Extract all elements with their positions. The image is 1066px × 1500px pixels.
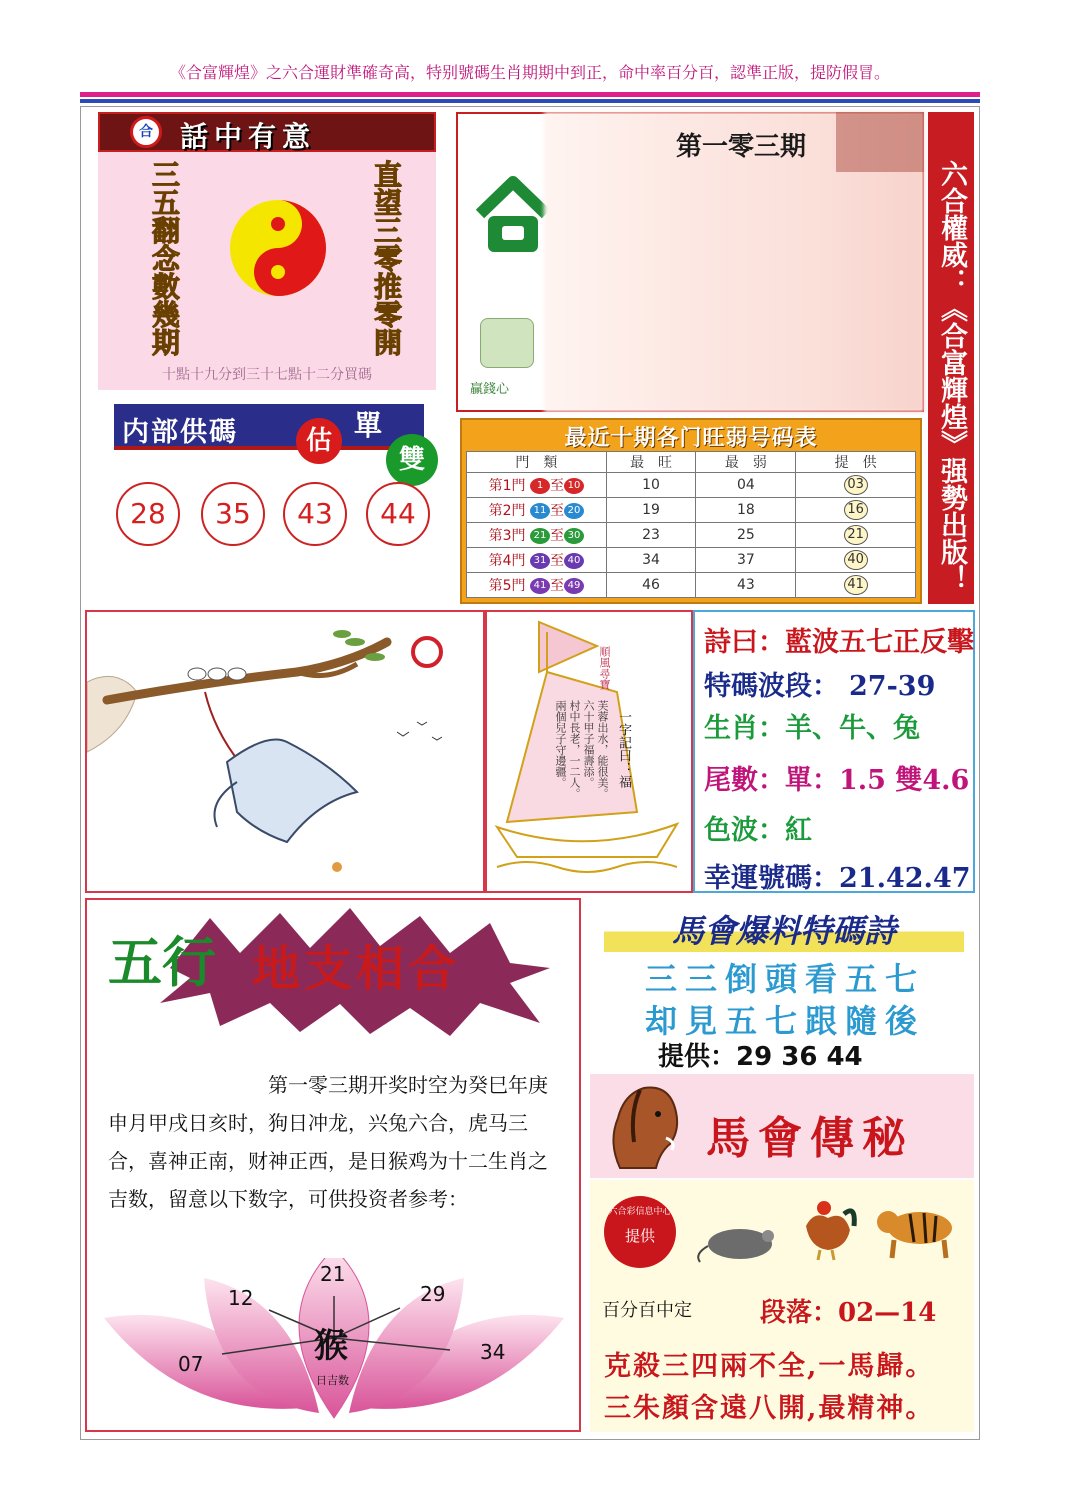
ad-caption: 贏錢心 — [470, 382, 510, 397]
info-center-seal — [604, 1196, 676, 1268]
lotus-center-caption: 日吉数 — [316, 1374, 349, 1387]
boat-poem-col2: 芙蓉出水，能很美。 — [596, 700, 609, 799]
rat-icon — [694, 1214, 784, 1264]
secret-poem-line2: 三朱顏含遠八開,最精神。 — [604, 1393, 935, 1424]
table-row — [467, 548, 916, 573]
issue-number: 第一零三期 — [676, 132, 807, 162]
horse-club-poem-line2: 却見五七跟隨後 — [644, 1002, 925, 1040]
horse-head-icon — [600, 1082, 682, 1170]
boat-poem-col3: 六十甲子福壽添。 — [582, 700, 595, 788]
boat-poem-col5: 兩個兒子守邊疆。 — [554, 700, 567, 788]
hzyy-right-riddle: 直望三零推零開 — [370, 160, 403, 356]
hot-cold-table-title: 最近十期各门旺弱号码表 — [564, 426, 818, 451]
provide-cell: 16 — [796, 498, 916, 523]
wuxing-title-part1: 五行 — [108, 930, 216, 994]
gate-cell: 第1門 1 至 10 — [467, 473, 607, 498]
hot-cell: 23 — [606, 523, 696, 548]
vertical-banner-text: 六合權威：《合富輝煌》强勢出版！ — [936, 160, 967, 592]
boat-poem-col1: 一字記曰：福 — [616, 710, 631, 788]
yin-yang-icon — [228, 198, 328, 298]
gate-cell: 第2門 11 至 20 — [467, 498, 607, 523]
column-header: 最 旺 — [606, 452, 696, 473]
inner-code-number: 28 — [116, 482, 180, 546]
bird-on-branch-illustration — [87, 612, 483, 891]
provide-cell: 40 — [796, 548, 916, 573]
inner-code-title: 内部供碼 — [122, 417, 238, 448]
hot-cell: 46 — [606, 573, 696, 598]
guess-badge: 估 — [296, 418, 342, 464]
tip-tail-number: 尾數：單：1.5 雙4.6 — [704, 765, 970, 796]
lotus-number-top: 21 — [320, 1262, 346, 1286]
tiger-icon — [874, 1198, 966, 1260]
cold-cell: 37 — [696, 548, 796, 573]
tip-color-wave: 色波：紅 — [704, 815, 812, 846]
hzyy-footer-text: 十點十九分到三十七點十二分買碼 — [162, 367, 372, 383]
hot-cell: 34 — [606, 548, 696, 573]
inner-code-number: 35 — [201, 482, 265, 546]
table-row — [467, 473, 916, 498]
inner-code-number: 43 — [283, 482, 347, 546]
odd-label: 單 — [354, 409, 383, 442]
cold-cell: 25 — [696, 523, 796, 548]
segment-range: 段落：02—14 — [760, 1298, 937, 1328]
hot-cold-table — [466, 451, 916, 598]
hzyy-left-riddle: 三五翻念數幾期 — [148, 160, 181, 356]
horse-secret-title: 馬會傳秘 — [706, 1113, 914, 1164]
lotus-number-right-lower: 34 — [480, 1340, 506, 1364]
horse-club-provided-numbers: 提供：29 36 44 — [658, 1042, 863, 1072]
inner-code-number: 44 — [366, 482, 430, 546]
cold-cell: 43 — [696, 573, 796, 598]
horse-image — [836, 112, 924, 172]
seal-top-text: 六合彩信息中心 — [608, 1207, 672, 1217]
column-header: 門 類 — [467, 452, 607, 473]
gate-cell: 第5門 41 至 49 — [467, 573, 607, 598]
column-header: 最 弱 — [696, 452, 796, 473]
hot-cell: 19 — [606, 498, 696, 523]
gate-cell: 第3門 21 至 30 — [467, 523, 607, 548]
lotus-number-left-upper: 12 — [228, 1286, 254, 1310]
horse-club-title: 馬會爆料特碼詩 — [604, 906, 964, 952]
wuxing-description: 第一零三期开奖时空为癸巳年庚申月甲戌日亥时，狗日冲龙，兴兔六合，虎马三合，喜神正南，财神正西，是日猴鸡为十二生肖之吉数，留意以下数字，可供投资者参考： — [108, 1073, 548, 1211]
cold-cell: 04 — [696, 473, 796, 498]
table-row — [467, 523, 916, 548]
lotus-center-zodiac: 猴 — [314, 1326, 348, 1366]
lotus-number-left-lower: 07 — [178, 1352, 204, 1376]
table-row — [467, 498, 916, 523]
table-body — [467, 473, 916, 598]
provide-cell: 03 — [796, 473, 916, 498]
even-badge: 雙 — [386, 434, 438, 486]
guarantee-text: 百分百中定 — [602, 1300, 692, 1321]
tip-lucky-number: 幸運號碼：21.42.47 — [704, 863, 971, 894]
tip-zodiac: 生肖：羊、牛、兔 — [704, 713, 920, 744]
horse-club-poem-line1: 三三倒頭看五七 — [644, 960, 925, 998]
hzyy-logo-icon: 合 — [130, 116, 162, 148]
tip-wave-range: 特碼波段： 27-39 — [704, 671, 936, 702]
boat-poem-col4: 村中長老，一二人。 — [568, 700, 581, 799]
boat-flag-text: 順風尋寶 — [598, 646, 611, 690]
wuxing-title-part2: 地支相合 — [252, 941, 461, 997]
hot-cell: 10 — [606, 473, 696, 498]
gate-cell: 第4門 31 至 40 — [467, 548, 607, 573]
rooster-icon — [794, 1196, 858, 1262]
divider-blue — [80, 99, 980, 103]
seal-center-text: 提供 — [624, 1227, 655, 1245]
house-logo-icon — [476, 176, 550, 256]
secret-poem-line1: 克殺三四兩不全,一馬歸。 — [604, 1351, 935, 1382]
table-row — [467, 573, 916, 598]
tip-poem: 詩曰：藍波五七正反擊 — [704, 627, 974, 658]
column-header: 提 供 — [796, 452, 916, 473]
top-banner-text: 《合富輝煌》之六合運財準確奇高，特别號碼生肖期期中到正，命中率百分百，認準正版，提防假冒。 — [169, 63, 890, 82]
provide-cell: 21 — [796, 523, 916, 548]
money-bag-icon — [480, 318, 534, 368]
cold-cell: 18 — [696, 498, 796, 523]
hzyy-title: 話中有意 — [180, 120, 317, 153]
divider-pink — [80, 92, 980, 97]
lotus-number-right-upper: 29 — [420, 1282, 446, 1306]
provide-cell: 41 — [796, 573, 916, 598]
